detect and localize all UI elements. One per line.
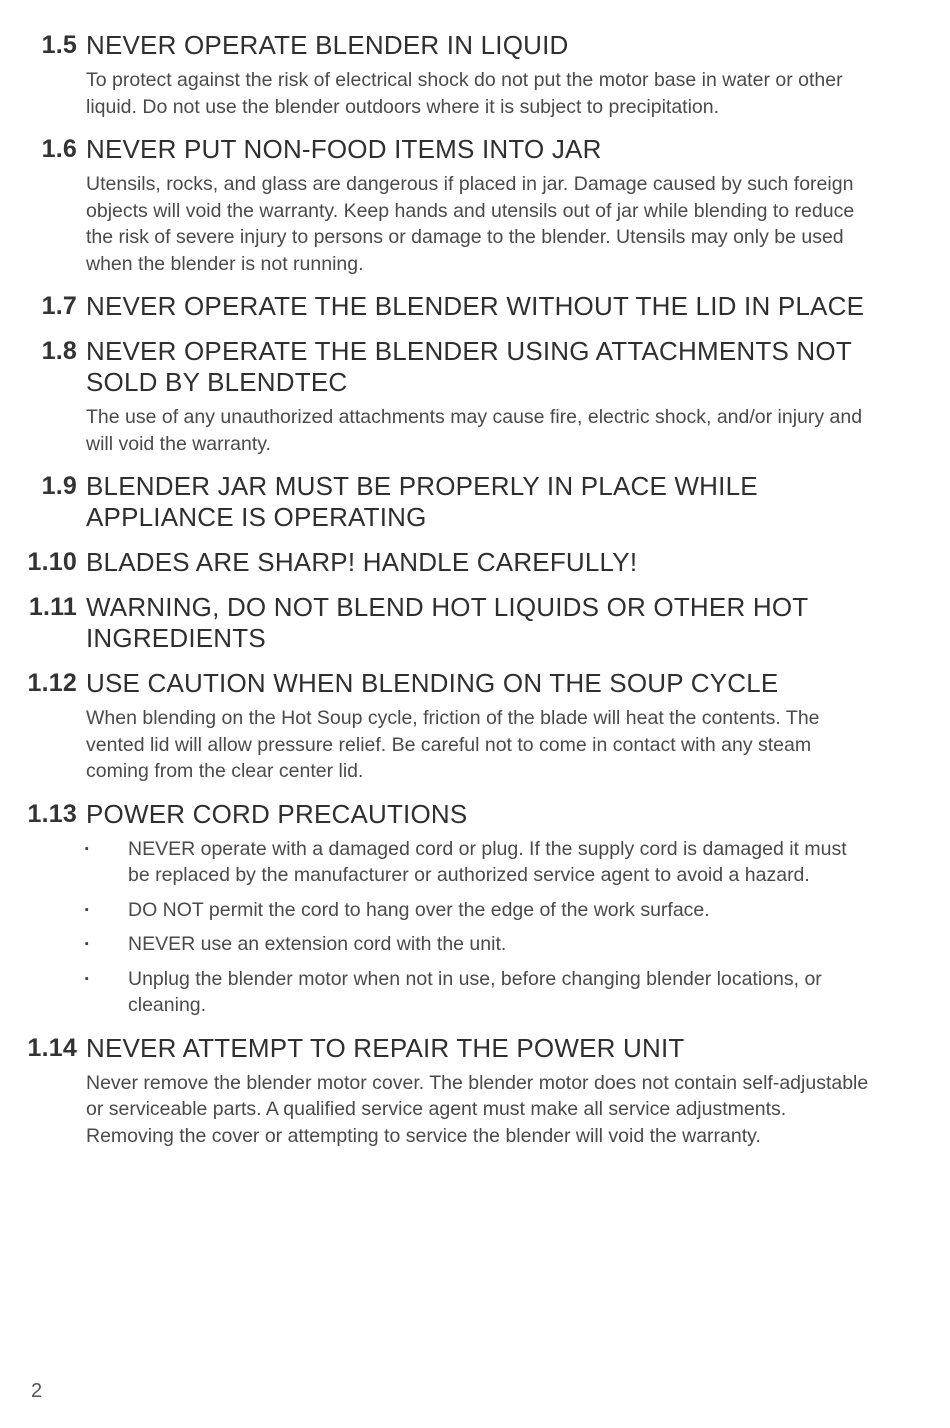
- section-number: 1.12: [27, 669, 77, 697]
- bullet-list: [0, 836, 950, 1019]
- bullet-item: · NEVER operate with a damaged cord or plug. If the supply cord is damaged it must be replaced by the manufacturer or authorized service agent to avoid a hazard.: [128, 836, 870, 889]
- section-title: NEVER PUT NON-FOOD ITEMS INTO JAR: [86, 134, 602, 164]
- section-title: POWER CORD PRECAUTIONS: [86, 798, 468, 829]
- section-1-14: [0, 1033, 950, 1150]
- section-body: [0, 1070, 950, 1150]
- section-heading: [0, 668, 950, 699]
- section-text: To protect against the risk of electrical shock do not put the motor base in water or other liquid. Do not use the blender outdoors where it is subject to precipitation.: [86, 69, 843, 118]
- section-number: 1.5: [41, 31, 77, 59]
- section-title: USE CAUTION WHEN BLENDING ON THE SOUP CYCLE: [86, 668, 779, 698]
- bullet-item: · NEVER use an extension cord with the unit.: [128, 931, 870, 958]
- section-heading: [0, 547, 950, 578]
- section-1-11: [0, 592, 950, 654]
- section-body: [0, 67, 950, 120]
- section-title: NEVER OPERATE THE BLENDER WITHOUT THE LID IN PLACE: [86, 291, 865, 321]
- section-heading: [0, 336, 950, 398]
- section-title: BLADES ARE SHARP! HANDLE CAREFULLY!: [86, 547, 638, 577]
- section-1-7: [0, 291, 950, 322]
- section-number: 1.14: [27, 1033, 77, 1062]
- section-body: [0, 705, 950, 785]
- section-number: 1.7: [41, 292, 77, 320]
- section-1-9: [0, 471, 950, 533]
- section-heading: [0, 471, 950, 533]
- section-1-10: [0, 547, 950, 578]
- section-heading: [0, 30, 950, 61]
- section-text: The use of any unauthorized attachments may cause fire, electric shock, and/or injury and will void the warranty.: [86, 406, 863, 455]
- section-number: 1.6: [41, 135, 77, 163]
- section-1-6: [0, 134, 950, 277]
- section-number: 1.10: [27, 548, 77, 576]
- section-title: NEVER ATTEMPT TO REPAIR THE POWER UNIT: [86, 1032, 685, 1063]
- manual-page: [0, 30, 950, 1163]
- section-1-5: [0, 30, 950, 120]
- section-text: Never remove the blender motor cover. The blender motor does not contain self-adjustable or serviceable parts. A qualified service agent must make all service adjustments. Removing the cover or attempting to service the blender will void the warranty.: [86, 1071, 869, 1147]
- section-heading: [0, 1033, 950, 1064]
- section-text: Utensils, rocks, and glass are dangerous if placed in jar. Damage caused by such foreign objects will void the warranty. Keep hands and utensils out of jar while blending to reduce the risk of severe injury to persons or damage to the blender. Utensils may only be used when the blender is not running.: [86, 173, 855, 275]
- section-text: When blending on the Hot Soup cycle, friction of the blade will heat the contents. The vented lid will allow pressure relief. Be careful not to come in contact with any steam coming from the clear center lid.: [86, 707, 820, 782]
- section-heading: [0, 134, 950, 165]
- section-number: 1.9: [41, 472, 77, 500]
- section-1-12: [0, 668, 950, 785]
- section-number: 1.8: [41, 337, 77, 365]
- section-number: 1.11: [28, 593, 77, 621]
- section-title: NEVER OPERATE BLENDER IN LIQUID: [86, 30, 569, 60]
- section-body: [0, 404, 950, 457]
- section-heading: [0, 291, 950, 322]
- section-number: 1.13: [27, 799, 77, 828]
- section-1-13: [0, 799, 950, 1019]
- section-title: WARNING, DO NOT BLEND HOT LIQUIDS OR OTHER HOT INGREDIENTS: [86, 592, 808, 653]
- section-body: [0, 171, 950, 277]
- section-1-8: [0, 336, 950, 457]
- section-heading: [0, 592, 950, 654]
- bullet-item: · DO NOT permit the cord to hang over the edge of the work surface.: [128, 897, 870, 924]
- section-title: NEVER OPERATE THE BLENDER USING ATTACHMENTS NOT SOLD BY BLENDTEC: [86, 336, 852, 397]
- section-title: BLENDER JAR MUST BE PROPERLY IN PLACE WHILE APPLIANCE IS OPERATING: [86, 471, 758, 532]
- section-heading: [0, 799, 950, 830]
- page-number: 2: [31, 1380, 43, 1402]
- bullet-item: · Unplug the blender motor when not in use, before changing blender locations, or cleaning.: [128, 966, 870, 1019]
